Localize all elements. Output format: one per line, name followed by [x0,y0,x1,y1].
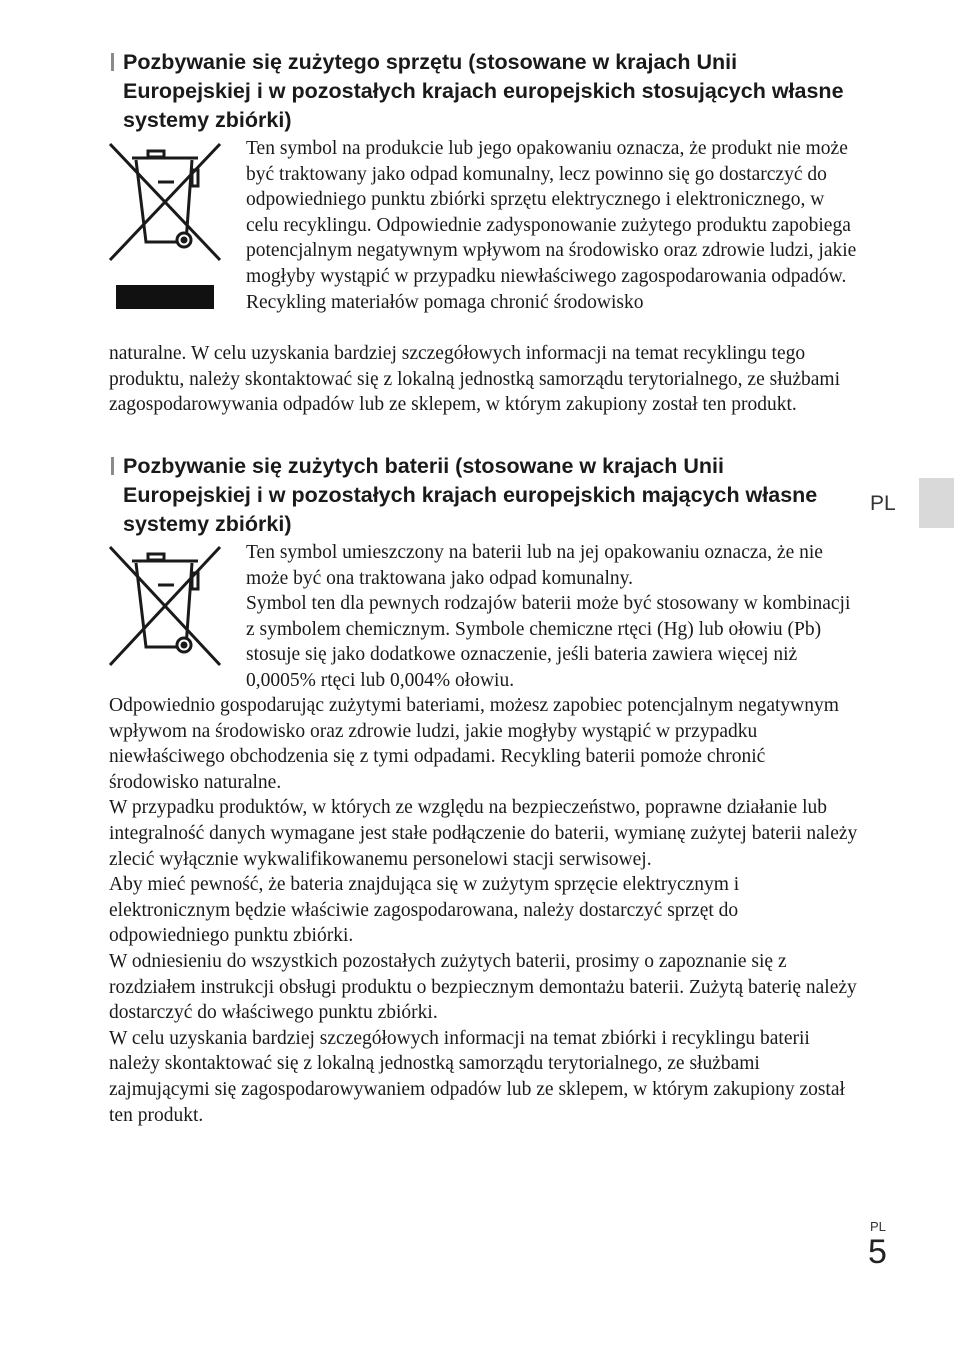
battery-symbol-paragraphs [246,540,858,694]
footer-language-label: PL [870,1219,886,1234]
battery-symbol-paragraph: Ten symbol umieszczony na baterii lub na jej opakowaniu oznacza, że nie może być ona traktowana jako odpad komunalny. [246,542,823,589]
battery-paragraph-3: Aby mieć pewność, że bateria znajdująca się w zużytym sprzęcie elektrycznym i elektronicznym będzie właściwie zagospodarowana, należy dostarczyć sprzęt do odpowiedniego punktu zbiórki. [109,874,740,947]
crossed-out-wheeled-bin-with-bar-icon [108,142,222,312]
battery-paragraph-4: W odniesieniu do wszystkich pozostałych zużytych baterii, prosimy o zapoznanie się z rozdziałem instrukcji obsługi produktu o bezpiecznym demontażu baterii. Zużytą baterię należy dostarczyć do właściwego punktu zbiórki. [109,950,857,1024]
section-heading-battery-disposal: Pozbywanie się zużytych baterii (stosowane w krajach Unii Europejskiej i w pozostałych krajach europejskich mających własne systemy zbiórki) [109,452,849,539]
language-side-label: PL [870,492,896,515]
equipment-disposal-paragraph-continued: naturalne. W celu uzyskania bardziej szczegółowych informacji na temat recyklingu tego produktu, należy skontaktować się z lokalną jednostką samorządu terytorialnego, ze służbami zagospodarowywania odpadów lub ze sklepem, w którym zakupiony został ten produkt. [109,343,841,416]
equipment-disposal-paragraph: Ten symbol na produkcie lub jego opakowaniu oznacza, że produkt nie może być traktowany jako odpad komunalny, lecz powinno się go dostarczyć do odpowiedniego punktu zbiórki sprzętu elektrycznego i elektronicznego, w celu recyklingu. Odpowiednie zadysponowanie zużytego produktu zapobiega potencjalnym negatywnym wpływom na środowisko oraz zdrowie ludzi, jakie mogłyby wystąpić w przypadku niewłaściwego zagospodarowania odpadów. Recykling materiałów pomaga chronić środowisko [246,138,857,313]
battery-paragraph-2: W przypadku produktów, w których ze względu na bezpieczeństwo, poprawne działanie lub integralność danych wymagane jest stałe podłączenie do baterii, wymianę zużytej baterii należy zlecić wyłącznie wykwalifikowanemu personelowi stacji serwisowej. [109,797,858,870]
battery-chemical-symbol-paragraph: Symbol ten dla pewnych rodzajów baterii może być stosowany w kombinacji z symbolem chemicznym. Symbole chemiczne rtęci (Hg) lub ołowiu (Pb) stosuje się jako dodatkowe oznaczenie, jeśli bateria zawiera więcej niż 0,0005% rtęci lub 0,004% ołowiu. [246,593,851,691]
language-side-tab [919,478,954,528]
battery-disposal-paragraphs [109,693,859,1128]
crossed-out-wheeled-bin-icon [108,545,222,667]
page-number: 5 [868,1233,887,1271]
battery-paragraph-5: W celu uzyskania bardziej szczegółowych informacji na temat zbiórki i recyklingu baterii należy skontaktować się z lokalną jednostką samorządu terytorialnego, ze służbami zajmującymi się zagospodarowywaniem odpadów lub ze sklepem, w którym zakupiony został ten produkt. [109,1027,845,1126]
section-heading-equipment-disposal: Pozbywanie się zużytego sprzętu (stosowane w krajach Unii Europejskiej i w pozostałych krajach europejskich stosujących własne systemy zbiórki) [109,48,849,135]
battery-paragraph-1: Odpowiednio gospodarując zużytymi bateriami, możesz zapobiec potencjalnym negatywnym wpływom na środowisko oraz zdrowie ludzi, jakie mogłyby wystąpić w przypadku niewłaściwego obchodzenia się z tymi odpadami. Recykling baterii pomoże chronić środowisko naturalne. [109,695,839,793]
